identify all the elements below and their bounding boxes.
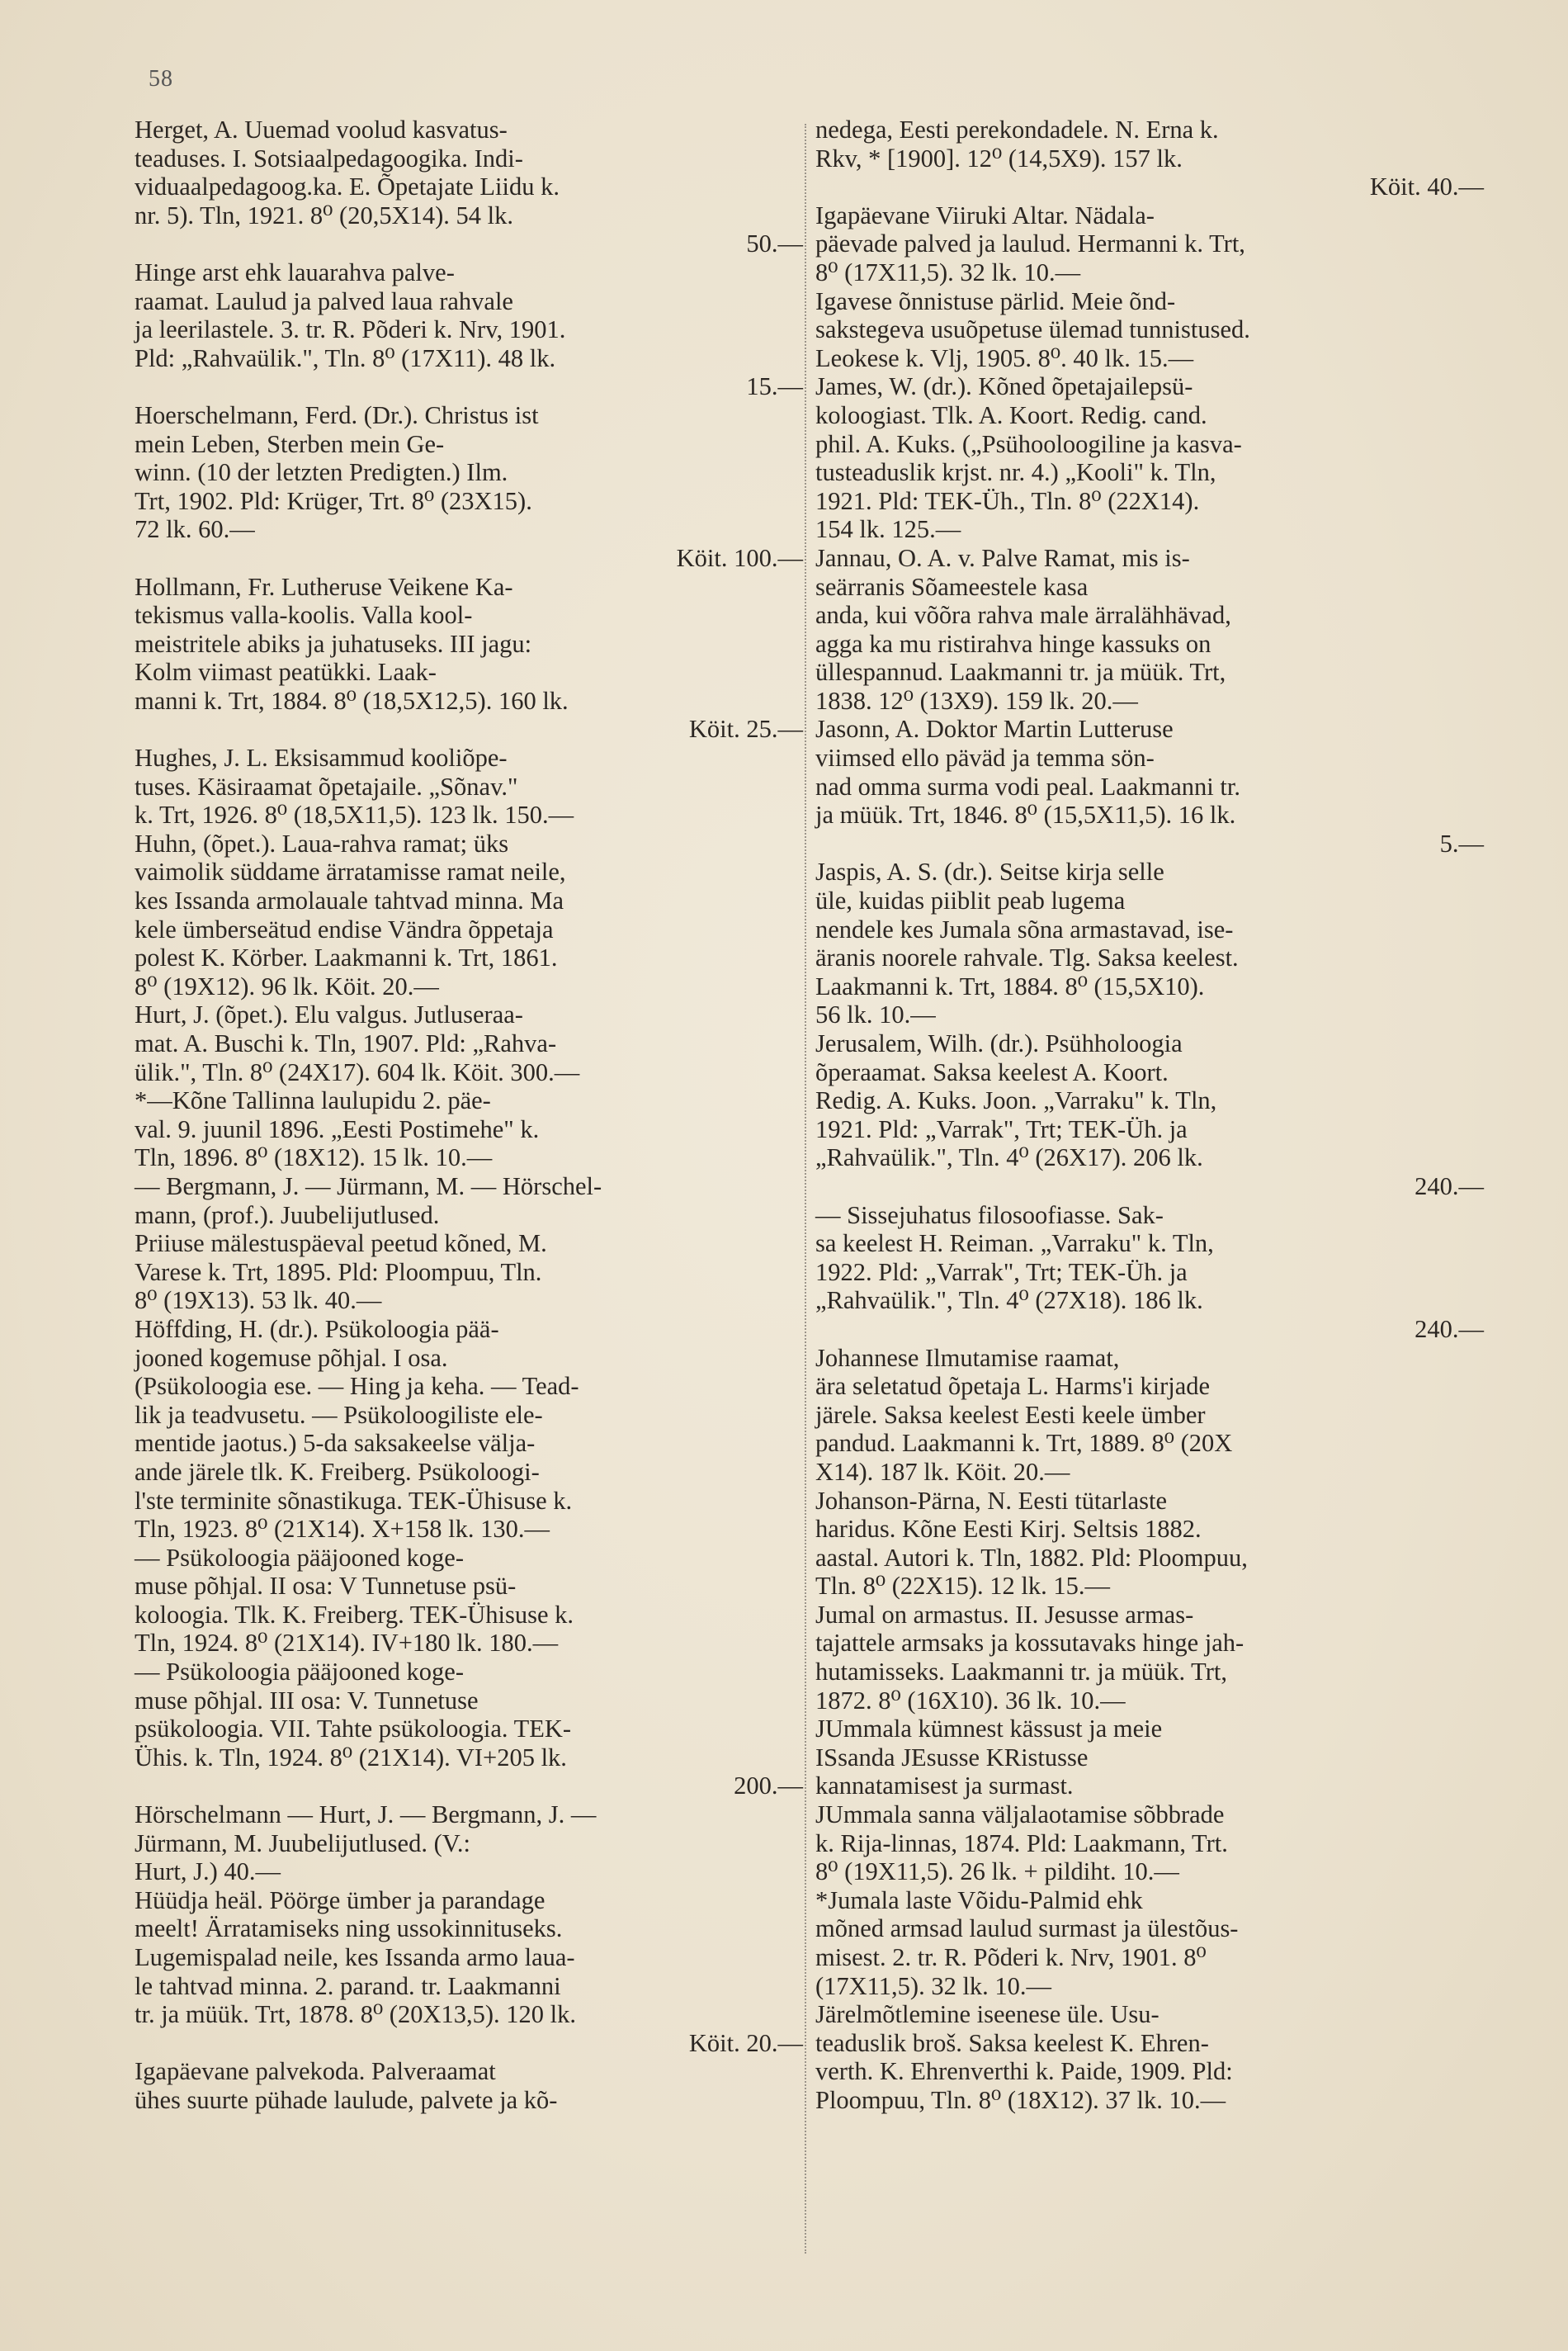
entry-line: manni k. Trt, 1884. 8⁰ (18,5X12,5). 160 lk. <box>135 686 569 715</box>
entry-line: hutamisseks. Laakmanni tr. ja müük. Trt, <box>815 1658 1227 1686</box>
catalog-entry <box>135 1000 803 1086</box>
entry-line: Leokese k. Vlj, 1905. 8⁰. 40 lk. 15.— <box>815 343 1194 372</box>
entry-price: Köit. 20.— <box>688 2028 803 2057</box>
entry-line: — Psükoloogia pääjooned koge- <box>135 1658 464 1686</box>
entry-line: Hollmann, Fr. Lutheruse Veikene Ka- <box>135 572 513 601</box>
entry-line: koloogia. Tlk. K. Freiberg. TEK-Ühisuse k. <box>135 1600 574 1629</box>
entry-line: l'ste terminite sõnastikuga. TEK-Ühisuse k. <box>135 1486 573 1515</box>
entry-line: 1838. 12⁰ (13X9). 159 lk. 20.— <box>815 686 1138 715</box>
entry-price: Köit. 100.— <box>676 543 803 572</box>
entry-line: (Psükoloogia ese. — Hing ja keha. — Tead- <box>135 1372 579 1401</box>
entry-line: Tln, 1924. 8⁰ (21X14). IV+180 lk. 180.— <box>135 1629 559 1658</box>
entry-line: mõned armsad laulud surmast ja ülestõus- <box>815 1914 1239 1943</box>
entry-line: Pld: „Rahvaülik.", Tln. 8⁰ (17X11). 48 lk. <box>135 343 556 372</box>
entry-line: Johannese Ilmutamise raamat, <box>815 1343 1120 1372</box>
catalog-entry <box>815 544 1484 716</box>
column-divider <box>805 124 806 2254</box>
entry-line: meelt! Ärratamiseks ning ussokinnituseks. <box>135 1914 563 1943</box>
entry-line: 56 lk. 10.— <box>815 1000 936 1029</box>
catalog-entry <box>135 1172 803 1315</box>
entry-price: 50.— <box>746 229 803 258</box>
entry-line: Lugemispalad neile, kes Issanda armo laua- <box>135 1943 575 1971</box>
entry-line: äranis noorele rahvale. Tlg. Saksa keelest. <box>815 944 1239 972</box>
left-column <box>135 116 803 2115</box>
entry-line: James, W. (dr.). Kõned õpetajailepsü- <box>815 372 1193 401</box>
entry-line: Jürmann, M. Juubelijutlused. (V.: <box>135 1828 470 1857</box>
catalog-entry <box>815 116 1484 201</box>
page-number: 58 <box>149 66 173 92</box>
entry-line: seärranis Sõameestele kasa <box>815 572 1089 601</box>
entry-line: sakstegeva usuõpetuse ülemad tunnistused. <box>815 315 1250 344</box>
entry-line: aastal. Autori k. Tln, 1882. Pld: Ploompuu, <box>815 1543 1248 1572</box>
entry-line: Hurt, J. (õpet.). Elu valgus. Jutluseraa- <box>135 1000 523 1029</box>
entry-line: misest. 2. tr. R. Põderi k. Nrv, 1901. 8⁰ <box>815 1943 1207 1971</box>
entry-line: Rkv, * [1900]. 12⁰ (14,5X9). 157 lk. <box>815 144 1183 173</box>
entry-line: meistritele abiks ja juhatuseks. III jagu: <box>135 629 532 658</box>
entry-line: JUmmala kümnest kässust ja meie <box>815 1715 1163 1743</box>
entry-line: Hörschelmann — Hurt, J. — Bergmann, J. — <box>135 1800 597 1829</box>
catalog-entry <box>135 116 803 258</box>
entry-line: üle, kuidas piiblit peab lugema <box>815 887 1126 915</box>
entry-line: Kolm viimast peatükki. Laak- <box>135 658 437 687</box>
entry-line: polest K. Körber. Laakmanni k. Trt, 1861. <box>135 944 558 972</box>
entry-line: psükoloogia. VII. Tahte psükoloogia. TEK- <box>135 1715 572 1743</box>
entry-line: tusteaduslik krjst. nr. 4.) „Kooli" k. Tln, <box>815 458 1216 487</box>
catalog-entry <box>815 1886 1484 2000</box>
entry-line: winn. (10 der letzten Predigten.) Ilm. <box>135 458 508 487</box>
entry-line: Varese k. Trt, 1895. Pld: Ploompuu, Tln. <box>135 1257 542 1286</box>
catalog-entry <box>815 715 1484 858</box>
catalog-entry <box>135 1886 803 2058</box>
entry-line: kele ümberseätud endise Vändra õppetaja <box>135 915 554 944</box>
entry-price: 240.— <box>1415 1314 1484 1343</box>
entry-line: kannatamisest ja surmast. <box>815 1772 1074 1800</box>
entry-line: 1922. Pld: „Varrak", Trt; TEK-Üh. ja <box>815 1257 1188 1286</box>
entry-line: haridus. Kõne Eesti Kirj. Seltsis 1882. <box>815 1515 1202 1544</box>
entry-price: 240.— <box>1415 1171 1484 1200</box>
entry-line: — Psükoloogia pääjooned koge- <box>135 1543 464 1572</box>
entry-line: muse põhjal. III osa: V. Tunnetuse <box>135 1686 479 1715</box>
entry-line: Hughes, J. L. Eksisammud kooliõpe- <box>135 744 508 773</box>
entry-line: Jasonn, A. Doktor Martin Lutteruse <box>815 715 1174 744</box>
entry-line: teaduses. I. Sotsiaalpedagoogika. Indi- <box>135 144 523 173</box>
entry-line: ära seletatud õpetaja L. Harms'i kirjade <box>815 1372 1211 1401</box>
catalog-entry <box>815 1487 1484 1601</box>
catalog-entry <box>135 1800 803 1886</box>
entry-line: vaimolik süddame ärratamisse ramat neile, <box>135 858 566 887</box>
entry-price: Köit. 25.— <box>688 715 803 744</box>
entry-line: tajattele armsaks ja kossutavaks hinge jah- <box>815 1629 1244 1658</box>
entry-line: tuses. Käsiraamat õpetajaile. „Sõnav." <box>135 772 518 801</box>
entry-line: 8⁰ (19X11,5). 26 lk. + pildiht. 10.— <box>815 1857 1179 1886</box>
entry-line: — Bergmann, J. — Jürmann, M. — Hörschel- <box>135 1171 602 1200</box>
entry-line: Johanson-Pärna, N. Eesti tütarlaste <box>815 1486 1168 1515</box>
catalog-entry <box>135 573 803 745</box>
entry-price: 200.— <box>734 1772 803 1800</box>
entry-line: ühes suurte pühade laulude, palvete ja kõ- <box>135 2085 558 2114</box>
entry-line: jooned kogemuse põhjal. I osa. <box>135 1343 448 1372</box>
entry-line: 154 lk. 125.— <box>815 515 961 544</box>
entry-line: 8⁰ (19X13). 53 lk. 40.— <box>135 1286 382 1315</box>
entry-line: Redig. A. Kuks. Joon. „Varraku" k. Tln, <box>815 1086 1217 1115</box>
entry-line: ISsanda JEsusse KRistusse <box>815 1743 1089 1772</box>
entry-price: Köit. 40.— <box>1369 173 1484 201</box>
entry-line: teaduslik broš. Saksa keelest K. Ehren- <box>815 2028 1209 2057</box>
entry-line: agga ka mu ristirahva hinge kassuks on <box>815 629 1211 658</box>
entry-line: ülik.", Tln. 8⁰ (24X17). 604 lk. Köit. 300.— <box>135 1057 580 1086</box>
entry-line: Höffding, H. (dr.). Psükoloogia pää- <box>135 1314 499 1343</box>
entry-line: Herget, A. Uuemad voolud kasvatus- <box>135 116 508 144</box>
catalog-entry <box>815 1029 1484 1201</box>
entry-line: Ploompuu, Tln. 8⁰ (18X12). 37 lk. 10.— <box>815 2085 1226 2114</box>
entry-line: Laakmanni k. Trt, 1884. 8⁰ (15,5X10). <box>815 972 1205 1000</box>
entry-line: — Sissejuhatus filosoofiasse. Sak- <box>815 1200 1164 1229</box>
catalog-entry <box>135 830 803 1001</box>
entry-line: raamat. Laulud ja palved laua rahvale <box>135 286 513 315</box>
catalog-entry <box>135 1086 803 1172</box>
entry-line: „Rahvaülik.", Tln. 4⁰ (26X17). 206 lk. <box>815 1143 1203 1172</box>
entry-line: sa keelest H. Reiman. „Varraku" k. Tln, <box>815 1229 1214 1258</box>
entry-line: koloogiast. Tlk. A. Koort. Redig. cand. <box>815 400 1207 429</box>
catalog-entry <box>815 1601 1484 1715</box>
entry-line: 72 lk. 60.— <box>135 515 255 544</box>
entry-line: nad omma surma vodi peal. Laakmanni tr. <box>815 772 1240 801</box>
catalog-entry <box>815 1201 1484 1344</box>
entry-line: Järelmõtlemine iseenese üle. Usu- <box>815 2000 1159 2029</box>
catalog-entry <box>815 287 1484 373</box>
catalog-entry <box>815 1344 1484 1487</box>
entry-line: mat. A. Buschi k. Tln, 1907. Pld: „Rahva- <box>135 1029 557 1057</box>
entry-line: nedega, Eesti perekondadele. N. Erna k. <box>815 116 1219 144</box>
catalog-entry <box>135 401 803 573</box>
entry-line: k. Trt, 1926. 8⁰ (18,5X11,5). 123 lk. 150.— <box>135 801 574 830</box>
entry-line: (17X11,5). 32 lk. 10.— <box>815 1971 1052 2000</box>
entry-line: viduaalpedagoog.ka. E. Õpetajate Liidu k. <box>135 173 560 201</box>
catalog-entry <box>815 858 1484 1029</box>
entry-line: val. 9. juunil 1896. „Eesti Postimehe" k. <box>135 1114 540 1143</box>
entry-line: Hinge arst ehk lauarahva palve- <box>135 258 455 286</box>
catalog-entry <box>135 1544 803 1658</box>
catalog-entry <box>815 1715 1484 1886</box>
entry-line: Tln. 8⁰ (22X15). 12 lk. 15.— <box>815 1572 1111 1601</box>
entry-line: *Jumala laste Võidu-Palmid ehk <box>815 1885 1143 1914</box>
entry-line: ja müük. Trt, 1846. 8⁰ (15,5X11,5). 16 lk. <box>815 801 1236 830</box>
entry-line: mann, (prof.). Juubelijutlused. <box>135 1200 440 1229</box>
entry-price: 5.— <box>1439 829 1484 858</box>
catalog-entry <box>135 2057 803 2114</box>
entry-line: Jaspis, A. S. (dr.). Seitse kirja selle <box>815 858 1164 887</box>
entry-line: Tln, 1923. 8⁰ (21X14). X+158 lk. 130.— <box>135 1515 550 1544</box>
entry-line: X14). 187 lk. Köit. 20.— <box>815 1457 1070 1486</box>
entry-line: päevade palved ja laulud. Hermanni k. Trt, <box>815 229 1245 258</box>
right-column <box>815 116 1484 2115</box>
entry-line: le tahtvad minna. 2. parand. tr. Laakmanni <box>135 1971 561 2000</box>
entry-line: anda, kui võõra rahva male ärralähhävad, <box>815 601 1231 630</box>
entry-line: *—Kõne Tallinna laulupidu 2. päe- <box>135 1086 491 1115</box>
entry-line: phil. A. Kuks. („Psühooloogiline ja kasva- <box>815 429 1242 458</box>
entry-line: Jannau, O. A. v. Palve Ramat, mis is- <box>815 543 1190 572</box>
entry-line: verth. K. Ehrenverthi k. Paide, 1909. Pld: <box>815 2057 1233 2086</box>
entry-line: lik ja teadvusetu. — Psükoloogiliste ele- <box>135 1400 543 1429</box>
entry-line: Hüüdja heäl. Pöörge ümber ja parandage <box>135 1885 545 1914</box>
entry-line: „Rahvaülik.", Tln. 4⁰ (27X18). 186 lk. <box>815 1286 1203 1315</box>
catalog-entry <box>135 258 803 401</box>
entry-line: Huhn, (õpet.). Laua-rahva ramat; üks <box>135 829 509 858</box>
entry-line: mentide jaotus.) 5-da saksakeelse välja- <box>135 1429 536 1458</box>
entry-line: Igavese õnnistuse pärlid. Meie õnd- <box>815 286 1176 315</box>
entry-line: kes Issanda armolauale tahtvad minna. Ma <box>135 887 564 915</box>
catalog-entry <box>135 1658 803 1800</box>
entry-line: Trt, 1902. Pld: Krüger, Trt. 8⁰ (23X15). <box>135 486 532 515</box>
entry-line: Jerusalem, Wilh. (dr.). Psühholoogia <box>815 1029 1183 1057</box>
entry-line: muse põhjal. II osa: V Tunnetuse psü- <box>135 1572 517 1601</box>
entry-line: 1872. 8⁰ (16X10). 36 lk. 10.— <box>815 1686 1126 1715</box>
entry-line: 8⁰ (17X11,5). 32 lk. 10.— <box>815 258 1081 286</box>
entry-line: mein Leben, Sterben mein Ge- <box>135 429 445 458</box>
entry-line: k. Rija-linnas, 1874. Pld: Laakmann, Trt. <box>815 1828 1228 1857</box>
entry-price: 15.— <box>746 372 803 401</box>
entry-line: Igapäevane palvekoda. Palveraamat <box>135 2057 496 2086</box>
entry-line: viimsed ello päväd ja temma sön- <box>815 744 1155 773</box>
entry-line: õperaamat. Saksa keelest A. Koort. <box>815 1057 1169 1086</box>
entry-line: Priiuse mälestuspäeval peetud kõned, M. <box>135 1229 547 1258</box>
entry-line: 1921. Pld: „Varrak", Trt; TEK-Üh. ja <box>815 1114 1188 1143</box>
catalog-entry <box>135 1315 803 1544</box>
entry-line: Igapäevane Viiruki Altar. Nädala- <box>815 201 1155 229</box>
entry-line: Ühis. k. Tln, 1924. 8⁰ (21X14). VI+205 lk. <box>135 1743 567 1772</box>
entry-line: üllespannud. Laakmanni tr. ja müük. Trt, <box>815 658 1226 687</box>
entry-line: Hoerschelmann, Ferd. (Dr.). Christus ist <box>135 400 539 429</box>
entry-line: 1921. Pld: TEK-Üh., Tln. 8⁰ (22X14). <box>815 486 1200 515</box>
catalog-entry <box>815 372 1484 544</box>
catalog-entry <box>135 744 803 830</box>
entry-line: nendele kes Jumala sõna armastavad, ise- <box>815 915 1234 944</box>
entry-line: JUmmala sanna väljalaotamise sõbbrade <box>815 1800 1225 1829</box>
entry-line: Jumal on armastus. II. Jesusse armas- <box>815 1600 1194 1629</box>
entry-line: pandud. Laakmanni k. Trt, 1889. 8⁰ (20X <box>815 1429 1233 1458</box>
entry-line: ande järele tlk. K. Freiberg. Psükoloogi- <box>135 1457 540 1486</box>
entry-line: nr. 5). Tln, 1921. 8⁰ (20,5X14). 54 lk. <box>135 201 513 229</box>
entry-line: Hurt, J.) 40.— <box>135 1857 281 1886</box>
entry-line: ja leerilastele. 3. tr. R. Põderi k. Nrv, 1901. <box>135 315 566 344</box>
entry-line: tekismus valla-koolis. Valla kool- <box>135 601 473 630</box>
catalog-entry <box>815 201 1484 287</box>
entry-line: 8⁰ (19X12). 96 lk. Köit. 20.— <box>135 972 439 1000</box>
entry-line: tr. ja müük. Trt, 1878. 8⁰ (20X13,5). 120 lk. <box>135 2000 576 2029</box>
entry-line: Tln, 1896. 8⁰ (18X12). 15 lk. 10.— <box>135 1143 493 1172</box>
catalog-entry <box>815 2000 1484 2114</box>
entry-line: järele. Saksa keelest Eesti keele ümber <box>815 1400 1206 1429</box>
